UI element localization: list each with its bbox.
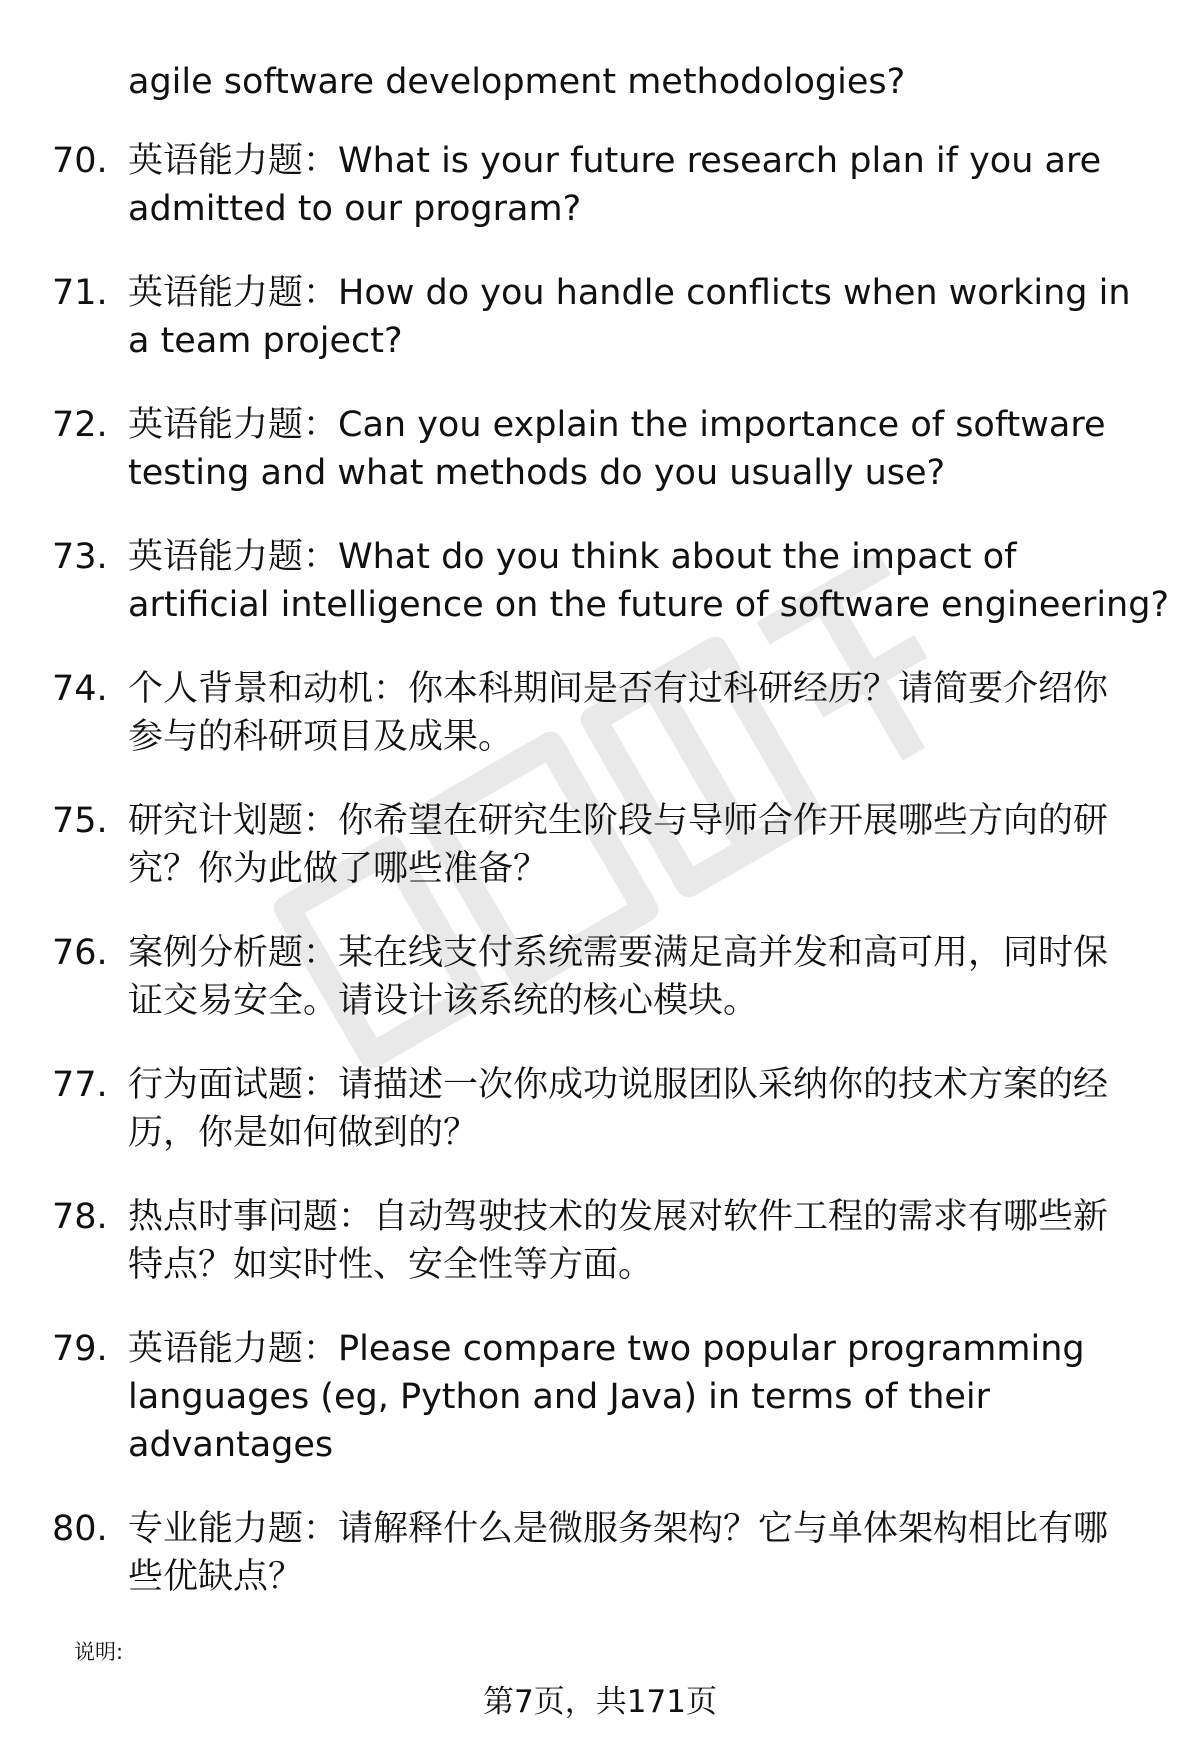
question-line: a team project? [128, 321, 403, 361]
question-item [0, 1325, 1200, 1469]
question-number: 80. [52, 1509, 108, 1549]
question-number: 73. [52, 537, 108, 577]
question-text [128, 1193, 1148, 1289]
question-text [128, 929, 1148, 1025]
question-number: 79. [52, 1329, 108, 1369]
question-item [0, 1061, 1200, 1157]
question-text [128, 533, 1170, 629]
question-item [0, 137, 1200, 233]
question-text [128, 1325, 1148, 1469]
question-item [0, 533, 1200, 629]
question-line: 英语能力题：What do you think about the impact of [128, 537, 1017, 577]
question-line: 英语能力题：Can you explain the importance of software [128, 405, 1106, 445]
question-item [0, 1505, 1200, 1601]
question-text [128, 1505, 1148, 1601]
question-item [0, 797, 1200, 893]
question-text [128, 1061, 1148, 1157]
question-line: 特点？如实时性、安全性等方面。 [128, 1245, 654, 1285]
question-line: 些优缺点？ [128, 1557, 304, 1597]
question-item [0, 269, 1200, 365]
question-line: advantages [128, 1425, 334, 1465]
question-line: 英语能力题：How do you handle conflicts when working in [128, 273, 1131, 313]
question-item [0, 665, 1200, 761]
question-text [128, 797, 1148, 893]
question-list [0, 137, 1200, 1637]
question-number: 71. [52, 273, 108, 313]
question-text [128, 269, 1148, 365]
question-text [128, 665, 1148, 761]
note-label: 说明: [74, 1640, 124, 1664]
question-item [0, 401, 1200, 497]
question-item [0, 929, 1200, 1025]
page-footer: 第7页，共171页 [483, 1684, 717, 1720]
question-line: 证交易安全。请设计该系统的核心模块。 [128, 981, 759, 1021]
question-line: 历，你是如何做到的？ [128, 1113, 479, 1153]
question-line: 英语能力题：Please compare two popular programming [128, 1329, 1085, 1369]
question-number: 75. [52, 801, 108, 841]
question-line: testing and what methods do you usually use? [128, 453, 946, 493]
question-line: 研究计划题：你希望在研究生阶段与导师合作开展哪些方向的研 [128, 801, 1109, 841]
question-item [0, 1193, 1200, 1289]
question-line: 专业能力题：请解释什么是微服务架构？它与单体架构相比有哪 [128, 1509, 1109, 1549]
question-number: 70. [52, 141, 108, 181]
question-line: 参与的科研项目及成果。 [128, 717, 514, 757]
continued-question-text: agile software development methodologies? [128, 62, 906, 102]
question-text [128, 401, 1148, 497]
question-line: 案例分析题：某在线支付系统需要满足高并发和高可用，同时保 [128, 933, 1109, 973]
question-number: 78. [52, 1197, 108, 1237]
question-number: 74. [52, 669, 108, 709]
question-number: 76. [52, 933, 108, 973]
question-line: languages (eg, Python and Java) in terms of their [128, 1377, 991, 1417]
question-line: artificial intelligence on the future of software engineering? [128, 585, 1170, 625]
question-number: 72. [52, 405, 108, 445]
question-text [128, 137, 1148, 233]
question-line: 英语能力题：What is your future research plan if you are [128, 141, 1102, 181]
question-line: 热点时事问题：自动驾驶技术的发展对软件工程的需求有哪些新 [128, 1197, 1109, 1237]
question-number: 77. [52, 1065, 108, 1105]
question-line: admitted to our program? [128, 189, 582, 229]
question-line: 究？你为此做了哪些准备？ [128, 849, 549, 889]
question-line: 行为面试题：请描述一次你成功说服团队采纳你的技术方案的经 [128, 1065, 1109, 1105]
question-line: 个人背景和动机：你本科期间是否有过科研经历？请简要介绍你 [128, 669, 1109, 709]
